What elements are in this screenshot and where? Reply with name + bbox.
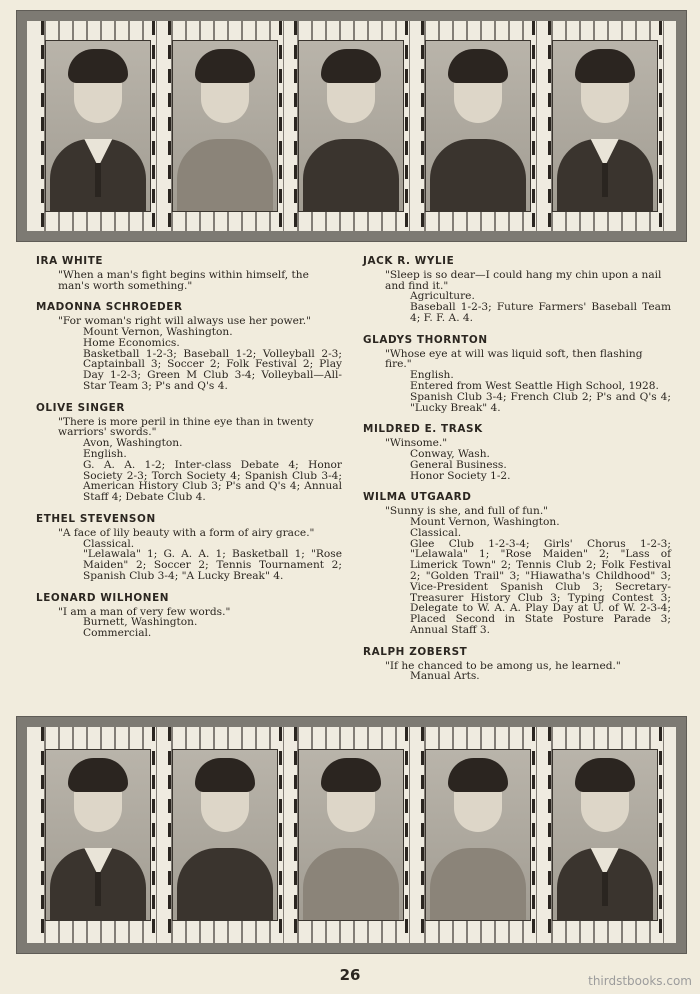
student-activities: Honor Society 1-2. [410, 469, 511, 482]
portrait-photo-ethel-stevenson [425, 40, 531, 212]
biography-entry [36, 302, 342, 391]
student-detail: Entered from West Seattle High School, 1928. [410, 379, 659, 392]
student-name: RALPH ZOBERST [363, 645, 468, 658]
photo-frame [292, 21, 410, 231]
student-detail: Manual Arts. [410, 670, 480, 683]
student-name: GLADYS THORNTON [363, 333, 488, 346]
student-name: MADONNA SCHROEDER [36, 301, 183, 314]
student-activities: "Lelawala" 1; G. A. A. 1; Basketball 1; "Rose Maiden" 2; Soccer 2; Tennis Tournament 2; Spanish Club 3-4; "A Lucky Break" 4. [83, 548, 342, 582]
left-biography-column [36, 256, 342, 650]
portrait-photo-jack-wylie [45, 749, 151, 921]
student-name: LEONARD WILHONEN [36, 591, 170, 604]
right-biography-column [363, 256, 671, 693]
portrait-photo-mildred-trask [298, 749, 404, 921]
student-quote: "Winsome." [385, 437, 448, 450]
portrait-photo-olive-singer [298, 40, 404, 212]
student-detail: General Business. [410, 458, 507, 471]
student-quote: "I am a man of very few words." [58, 605, 231, 618]
portrait-photo-madonna-schroeder [172, 40, 278, 212]
student-detail: Burnett, Washington. [83, 616, 198, 629]
biography-entry [36, 403, 342, 503]
student-name: IRA WHITE [36, 255, 104, 267]
biography-entry [363, 492, 671, 635]
student-detail: Agriculture. [410, 290, 475, 303]
student-detail: Mount Vernon, Washington. [83, 325, 233, 338]
student-detail: English. [83, 447, 127, 460]
student-quote: "If he chanced to be among us, he learned." [385, 659, 621, 672]
student-quote: "There is more peril in thine eye than in twenty warriors' swords." [58, 415, 314, 439]
student-activities: Basketball 1-2-3; Baseball 1-2; Volleyball 2-3; Captainball 3; Soccer 2; Folk Festival 2; Play Day 1-2-3; Green M Club 3-4; Volleyball—All-Star Team 3; P's and Q's 4. [83, 347, 342, 392]
student-activities: Glee Club 1-2-3-4; Girls' Chorus 1-2-3; "Lelawala" 1; "Rose Maiden" 2; "Lass of Limerick Town" 2; Tennis Club 2; Folk Festival 2; "Golden Trail" 3; "Hiawatha's Childhood" 3; Vice-President Spanish Club 3; Secretary-Treasurer History Club 3; Typing Contest 3; Delegate to W. A. A. Play Day at U. of W. 2-3-4; Placed Second in State Posture Parade 3; Annual Staff 3. [410, 537, 671, 636]
student-quote: "Sunny is she, and full of fun." [385, 505, 549, 518]
photo-frame [39, 21, 157, 231]
student-quote: "For woman's right will always use her power." [58, 315, 312, 328]
student-quote: "When a man's fight begins within himself, the man's worth something." [58, 268, 309, 292]
bottom-photo-row [27, 727, 676, 943]
photo-frame [166, 21, 284, 231]
photo-frame [292, 727, 410, 943]
biography-entry [36, 256, 342, 291]
biography-entry [363, 256, 671, 324]
student-detail: Classical. [83, 537, 135, 550]
photo-frame [546, 727, 664, 943]
photo-frame [419, 21, 537, 231]
student-name: ETHEL STEVENSON [36, 512, 156, 525]
student-detail: Home Economics. [83, 336, 180, 349]
photo-frame [166, 727, 284, 943]
photo-frame [546, 21, 664, 231]
photo-frame [419, 727, 537, 943]
portrait-photo-leonard-wilhonen [552, 40, 658, 212]
bottom-photo-band [16, 716, 687, 954]
biography-entry [36, 593, 342, 639]
top-photo-row [27, 21, 676, 231]
biography-entry [363, 647, 671, 682]
student-name: WILMA UTGAARD [363, 491, 472, 504]
student-name: JACK R. WYLIE [363, 255, 455, 267]
photo-frame [39, 727, 157, 943]
student-detail: Conway, Wash. [410, 447, 490, 460]
biography-entry [36, 514, 342, 582]
student-quote: "Sleep is so dear—I could hang my chin upon a nail and find it." [385, 268, 662, 292]
portrait-photo-wilma-utgaard [425, 749, 531, 921]
student-name: MILDRED E. TRASK [363, 423, 483, 436]
student-quote: "Whose eye at will was liquid soft, then flashing fire." [385, 347, 643, 371]
biography-entry [363, 335, 671, 414]
student-detail: Commercial. [83, 627, 152, 640]
student-activities: Spanish Club 3-4; French Club 2; P's and Q's 4; "Lucky Break" 4. [410, 390, 671, 414]
portrait-photo-gladys-thornton [172, 749, 278, 921]
student-detail: Avon, Washington. [83, 437, 183, 450]
student-name: OLIVE SINGER [36, 401, 125, 414]
portrait-photo-ralph-zoberst [552, 749, 658, 921]
biography-entry [363, 424, 671, 481]
student-detail: Mount Vernon, Washington. [410, 515, 560, 528]
page-number: 26 [339, 966, 361, 984]
student-quote: "A face of lily beauty with a form of airy grace." [58, 526, 315, 539]
student-activities: Baseball 1-2-3; Future Farmers' Baseball Team 4; F. F. A. 4. [410, 301, 671, 324]
student-activities: G. A. A. 1-2; Inter-class Debate 4; Honor Society 2-3; Torch Society 4; Spanish Club 3-4; American History Club 3; P's and Q's 4; Annual Staff 4; Debate Club 4. [83, 458, 342, 504]
watermark-text: thirdstbooks.com [588, 974, 692, 988]
portrait-photo-ira-white [45, 40, 151, 212]
top-photo-band [16, 10, 687, 242]
student-detail: English. [410, 369, 454, 382]
student-detail: Classical. [410, 526, 462, 539]
